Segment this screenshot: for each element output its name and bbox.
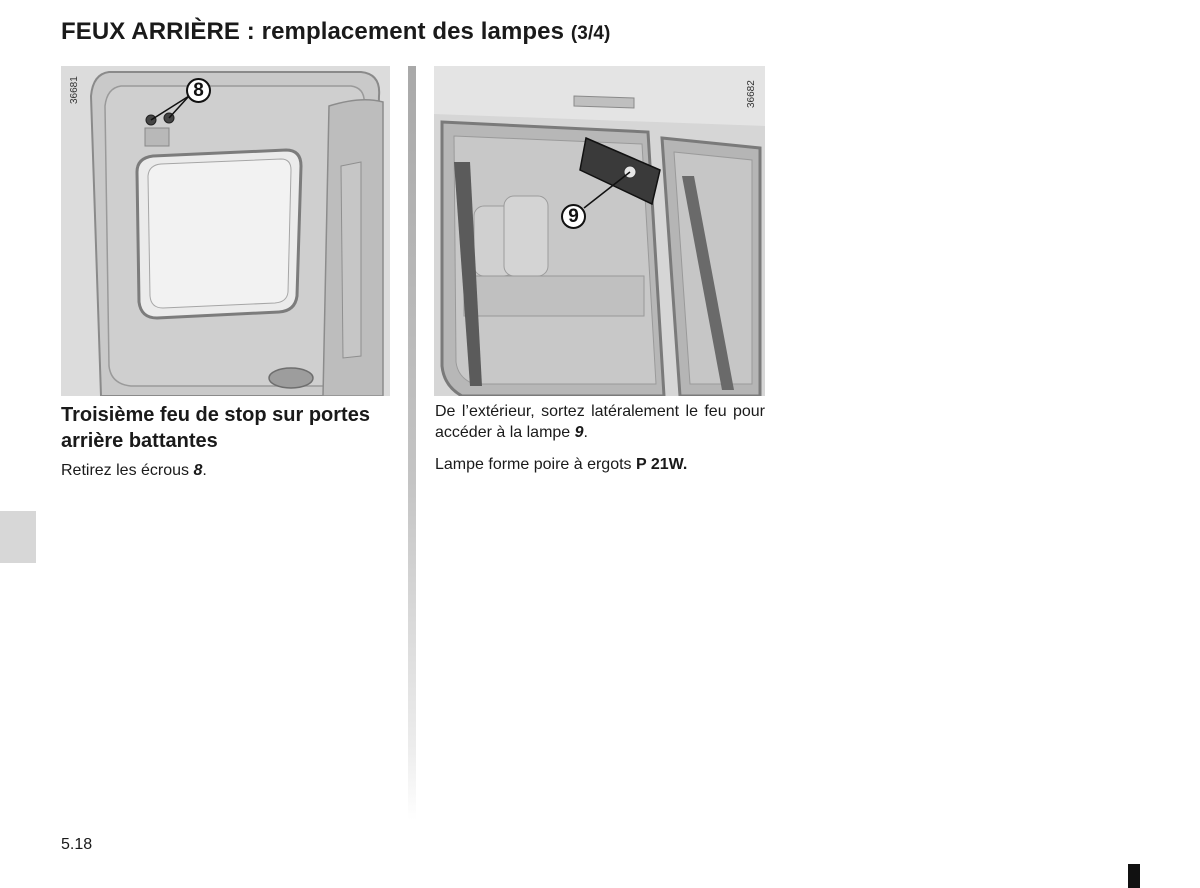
instruction-period: . bbox=[583, 424, 588, 441]
page-title-part: (3/4) bbox=[570, 23, 611, 44]
callout-8: 8 bbox=[186, 78, 211, 103]
page-title bbox=[61, 18, 610, 46]
callout-9: 9 bbox=[561, 204, 586, 229]
page-number: 5.18 bbox=[61, 836, 93, 853]
section-heading: Troisième feu de stop sur portes arrière battantes bbox=[61, 404, 370, 452]
reference-9: 9 bbox=[574, 424, 584, 441]
page-title-text: FEUX ARRIÈRE : remplacement des lampes bbox=[61, 18, 565, 45]
reference-8: 8 bbox=[193, 462, 203, 479]
lamp-type-text: Lampe forme poire à ergots bbox=[435, 456, 636, 473]
instruction-slide-out-lamp bbox=[435, 401, 765, 443]
instruction-text: Retirez les écrous bbox=[61, 462, 194, 479]
chapter-tab bbox=[0, 511, 36, 563]
lamp-type-code: P 21W. bbox=[636, 456, 688, 473]
figure-reference-left: 36681 bbox=[69, 76, 80, 104]
figure-rear-window bbox=[434, 66, 765, 396]
column-divider bbox=[408, 66, 416, 820]
corner-mark bbox=[1128, 864, 1140, 888]
figure-reference-right: 36682 bbox=[746, 80, 757, 108]
lamp-type-info bbox=[435, 454, 765, 475]
instruction-remove-nuts bbox=[61, 460, 391, 481]
rear-window-illustration bbox=[434, 66, 765, 396]
instruction-period: . bbox=[202, 462, 207, 479]
figure-rear-door bbox=[61, 66, 390, 396]
rear-door-illustration bbox=[61, 66, 390, 396]
instruction-text: De l’extérieur, sortez latéralement le feu pour accéder à la lampe bbox=[435, 403, 765, 441]
